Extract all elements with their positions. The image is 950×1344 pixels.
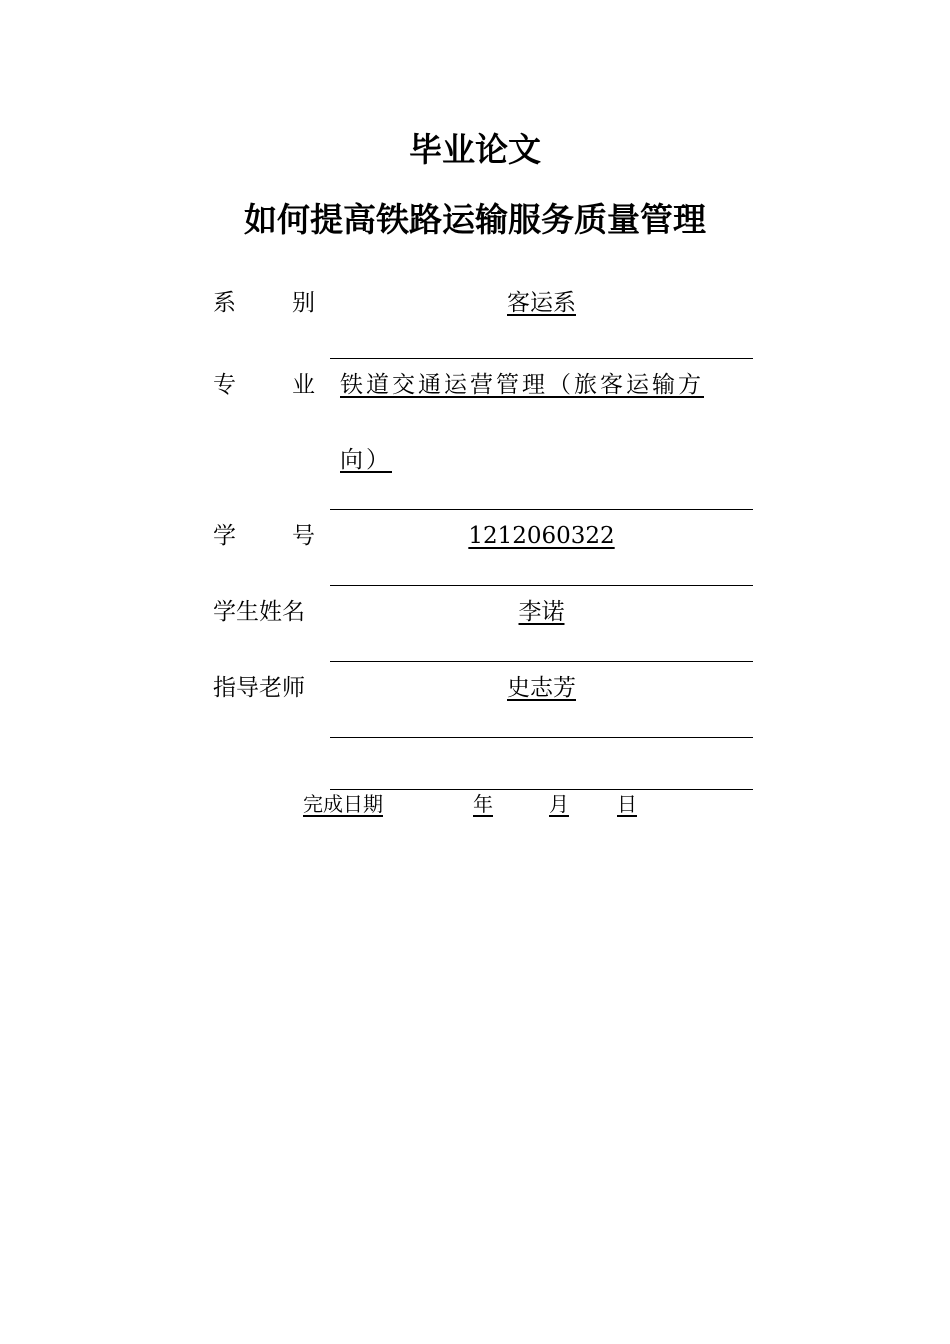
major-label — [213, 370, 315, 400]
thesis-title: 如何提高铁路运输服务质量管理 — [244, 200, 706, 239]
completion-date-label: 完成日期 — [303, 792, 383, 816]
department-label-char-1: 系 — [213, 290, 236, 316]
major-value-line-2-text: 向） — [340, 447, 392, 473]
advisor-value — [330, 673, 753, 703]
student-id-label — [213, 521, 315, 551]
completion-date-row — [303, 790, 637, 818]
department-value-text: 客运系 — [507, 290, 576, 316]
completion-year-label: 年 — [473, 792, 493, 816]
department-underline — [330, 358, 753, 359]
student-name-underline — [330, 661, 753, 662]
student-id-label-char-1: 学 — [213, 523, 236, 549]
major-underline — [330, 509, 753, 510]
student-id-value-text: 1212060322 — [468, 523, 615, 549]
department-value — [330, 288, 753, 318]
advisor-value-text: 史志芳 — [507, 675, 576, 701]
student-id-underline — [330, 585, 753, 586]
advisor-underline — [330, 737, 753, 738]
department-label-char-2: 别 — [292, 290, 315, 316]
major-value-line-1-text: 铁道交通运营管理（旅客运输方 — [340, 372, 704, 398]
student-name-value — [330, 597, 753, 627]
major-value-line-2 — [330, 445, 753, 475]
completion-day-label: 日 — [617, 792, 637, 816]
student-name-label: 学生姓名 — [213, 599, 305, 625]
student-name-value-text: 李诺 — [518, 599, 565, 625]
major-value-line-1 — [330, 370, 753, 400]
document-type-heading: 毕业论文 — [409, 130, 541, 169]
major-label-char-2: 业 — [292, 372, 315, 398]
student-id-value — [330, 521, 753, 551]
completion-month-label: 月 — [549, 792, 569, 816]
major-label-char-1: 专 — [213, 372, 236, 398]
student-id-label-char-2: 号 — [292, 523, 315, 549]
advisor-label: 指导老师 — [213, 675, 305, 701]
department-label — [213, 288, 315, 318]
